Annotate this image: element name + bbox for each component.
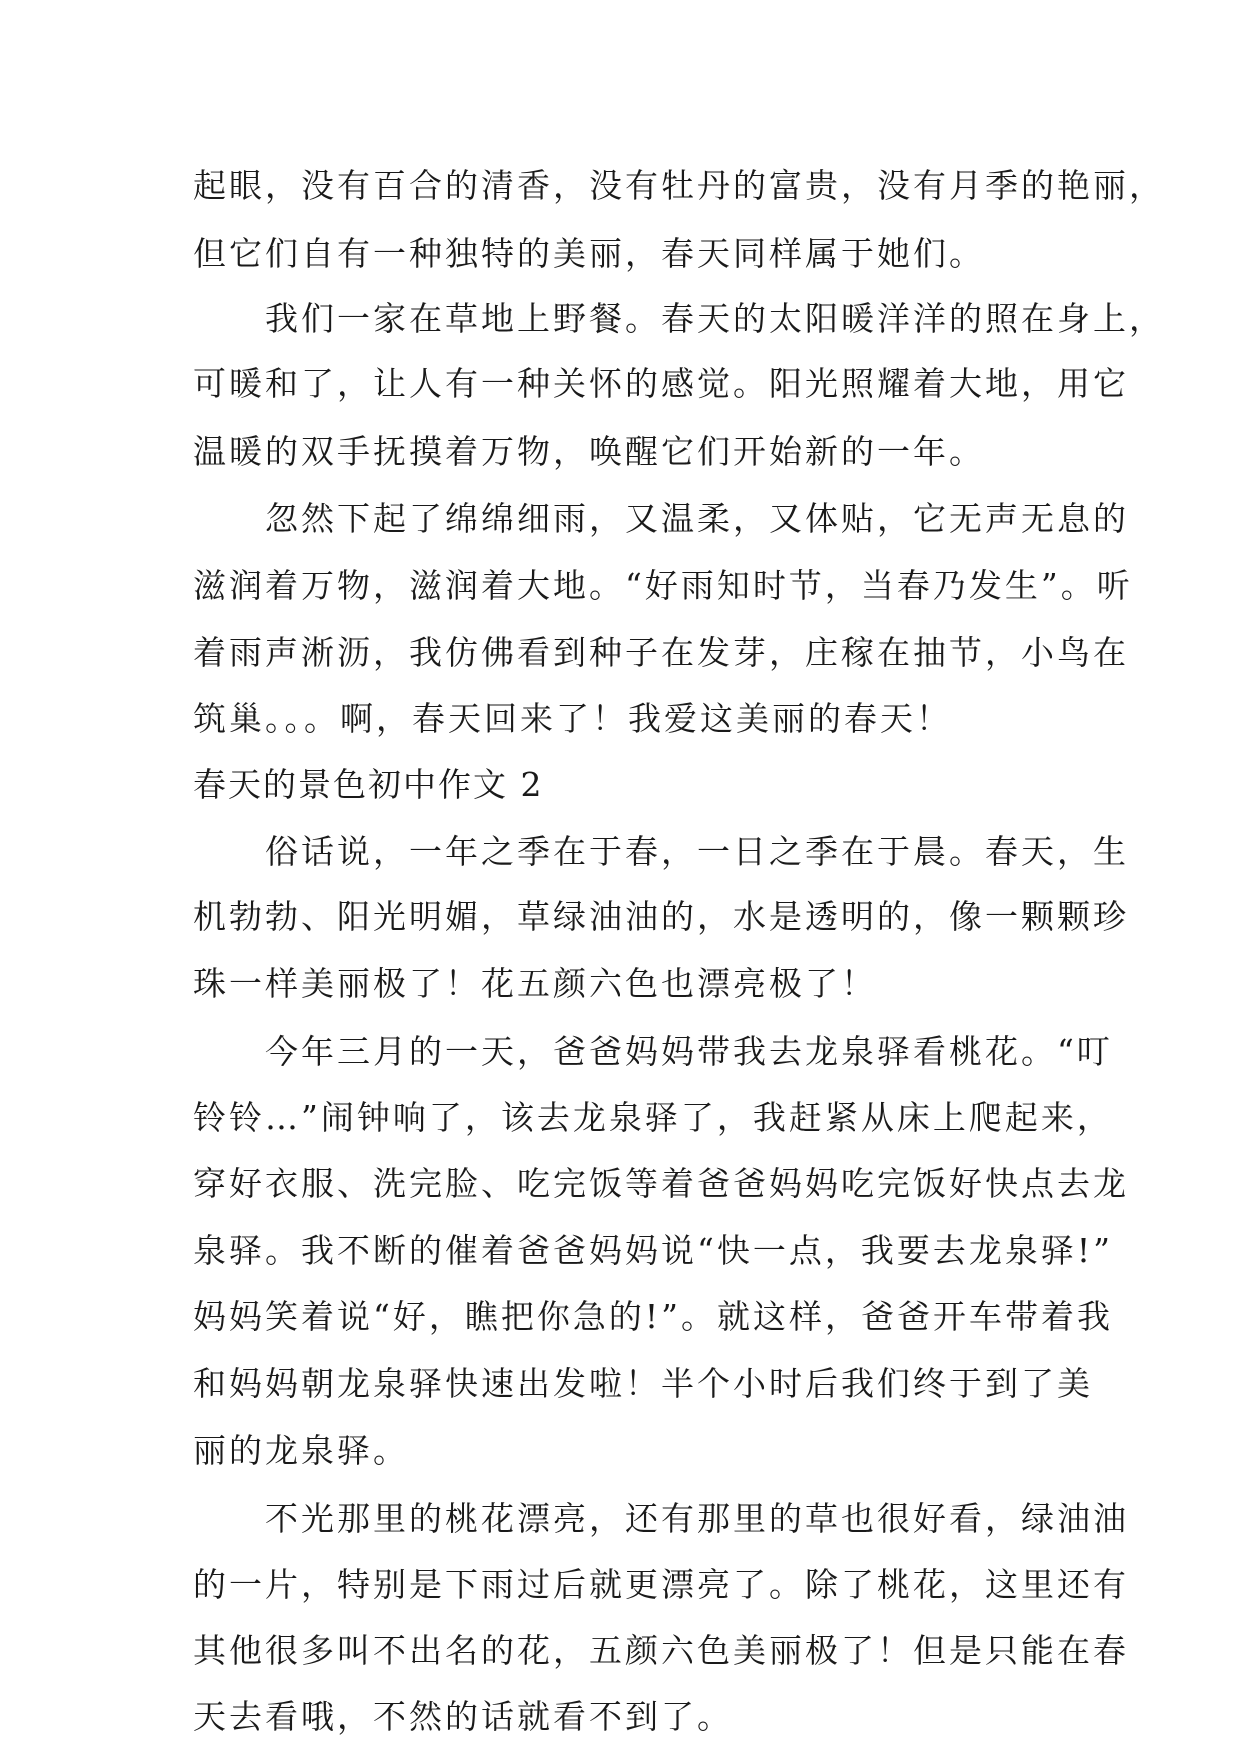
text-line: 滋润着万物，滋润着大地。“好雨知时节，当春乃发生”。听: [193, 566, 1133, 605]
text-line: 妈妈笑着说“好，瞧把你急的!”。就这样，爸爸开车带着我: [193, 1297, 1114, 1336]
text-line: 珠一样美丽极了！花五颜六色也漂亮极了！: [193, 964, 877, 1003]
paragraph-start-line: 今年三月的一天，爸爸妈妈带我去龙泉驿看桃花。“叮: [193, 1032, 1113, 1071]
text-line: 着雨声淅沥，我仿佛看到种子在发芽，庄稼在抽节，小鸟在: [193, 633, 1129, 672]
text-line: 铃铃…”闹钟响了，该去龙泉驿了，我赶紧从床上爬起来，: [193, 1098, 1113, 1137]
text-line: 其他很多叫不出名的花，五颜六色美丽极了！但是只能在春: [193, 1631, 1129, 1670]
text-line: 温暖的双手抚摸着万物，唤醒它们开始新的一年。: [193, 432, 985, 471]
text-line: 筑巢。。。啊，春天回来了！我爱这美丽的春天！: [193, 699, 952, 738]
text-line: 丽的龙泉驿。: [193, 1431, 409, 1470]
text-line: 的一片，特别是下雨过后就更漂亮了。除了桃花，这里还有: [193, 1565, 1129, 1604]
text-line: 起眼，没有百合的清香，没有牡丹的富贵，没有月季的艳丽，: [193, 166, 1165, 205]
section-heading: 春天的景色初中作文 2: [193, 765, 544, 804]
text-line: 机勃勃、阳光明媚，草绿油油的，水是透明的，像一颗颗珍: [193, 897, 1129, 936]
text-line: 但它们自有一种独特的美丽，春天同样属于她们。: [193, 234, 985, 273]
paragraph-start-line: 我们一家在草地上野餐。春天的太阳暖洋洋的照在身上，: [193, 299, 1165, 338]
paragraph-start-line: 俗话说，一年之季在于春，一日之季在于晨。春天，生: [193, 832, 1129, 871]
text-line: 天去看哦，不然的话就看不到了。: [193, 1697, 733, 1736]
text-line: 可暖和了，让人有一种关怀的感觉。阳光照耀着大地，用它: [193, 364, 1129, 403]
text-line: 和妈妈朝龙泉驿快速出发啦！半个小时后我们终于到了美: [193, 1364, 1093, 1403]
paragraph-start-line: 不光那里的桃花漂亮，还有那里的草也很好看，绿油油: [193, 1499, 1129, 1538]
paragraph-start-line: 忽然下起了绵绵细雨，又温柔，又体贴，它无声无息的: [193, 499, 1129, 538]
text-line: 泉驿。我不断的催着爸爸妈妈说“快一点，我要去龙泉驿!”: [193, 1231, 1114, 1270]
text-line: 穿好衣服、洗完脸、吃完饭等着爸爸妈妈吃完饭好快点去龙: [193, 1164, 1129, 1203]
